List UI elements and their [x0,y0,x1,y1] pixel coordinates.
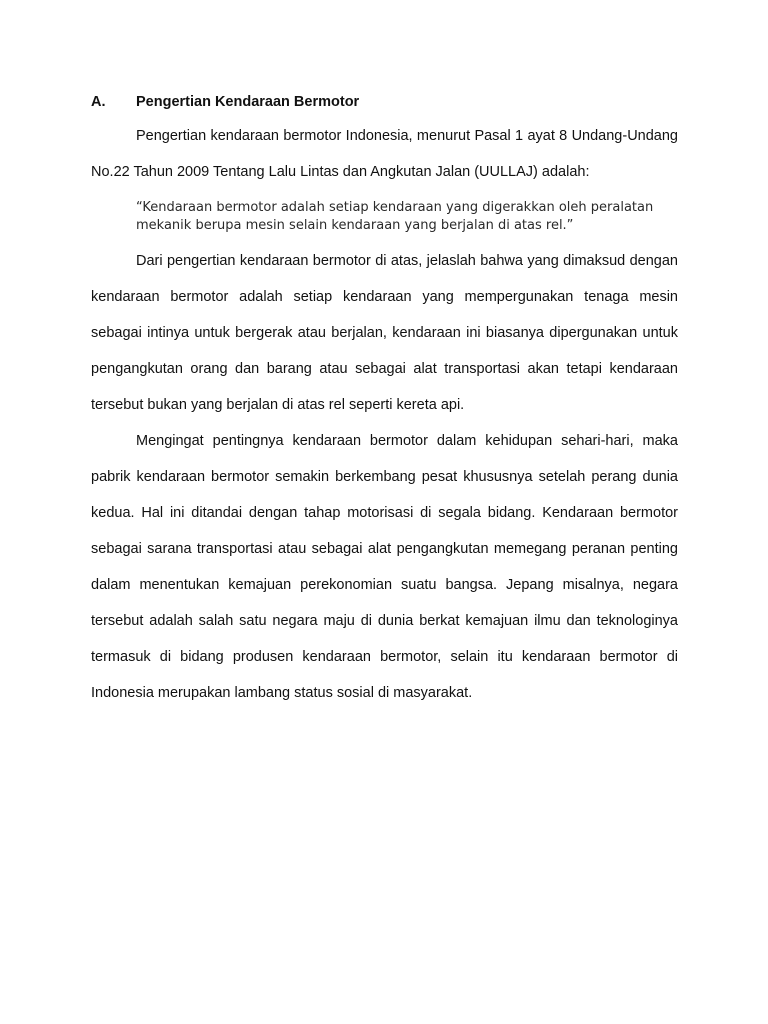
section-number: A. [91,94,106,110]
section-heading [91,92,359,112]
paragraph-definition-intro: Pengertian kendaraan bermotor Indonesia, menurut Pasal 1 ayat 8 Undang-Undang No.22 Tahun 2009 Tentang Lalu Lintas dan Angkutan Jalan (UULLAJ) adalah: [91,128,678,180]
legal-quote: “Kendaraan bermotor adalah setiap kendaraan yang digerakkan oleh peralatan mekanik berupa mesin selain kendaraan yang berjalan di atas rel.” [136,200,654,233]
paragraph-importance: Mengingat pentingnya kendaraan bermotor dalam kehidupan sehari-hari, maka pabrik kendaraan bermotor semakin berkembang pesat khususnya setelah perang dunia kedua. Hal ini ditandai dengan tahap motorisasi di segala bidang. Kendaraan bermotor sebagai sarana transportasi atau sebagai alat pengangkutan memegang peranan penting dalam menentukan kemajuan perekonomian suatu bangsa. Jepang misalnya, negara tersebut adalah salah satu negara maju di dunia berkat kemajuan ilmu dan teknologinya termasuk di bidang produsen kendaraan bermotor, selain itu kendaraan bermotor di Indonesia merupakan lambang status sosial di masyarakat. [91,433,678,701]
paragraph-explanation: Dari pengertian kendaraan bermotor di atas, jelaslah bahwa yang dimaksud dengan kendaraan bermotor adalah setiap kendaraan yang mempergunakan tenaga mesin sebagai intinya untuk bergerak atau berjalan, kendaraan ini biasanya dipergunakan untuk pengangkutan orang dan barang atau sebagai alat transportasi akan tetapi kendaraan tersebut bukan yang berjalan di atas rel seperti kereta api. [91,253,678,413]
section-title: Pengertian Kendaraan Bermotor [136,94,360,110]
